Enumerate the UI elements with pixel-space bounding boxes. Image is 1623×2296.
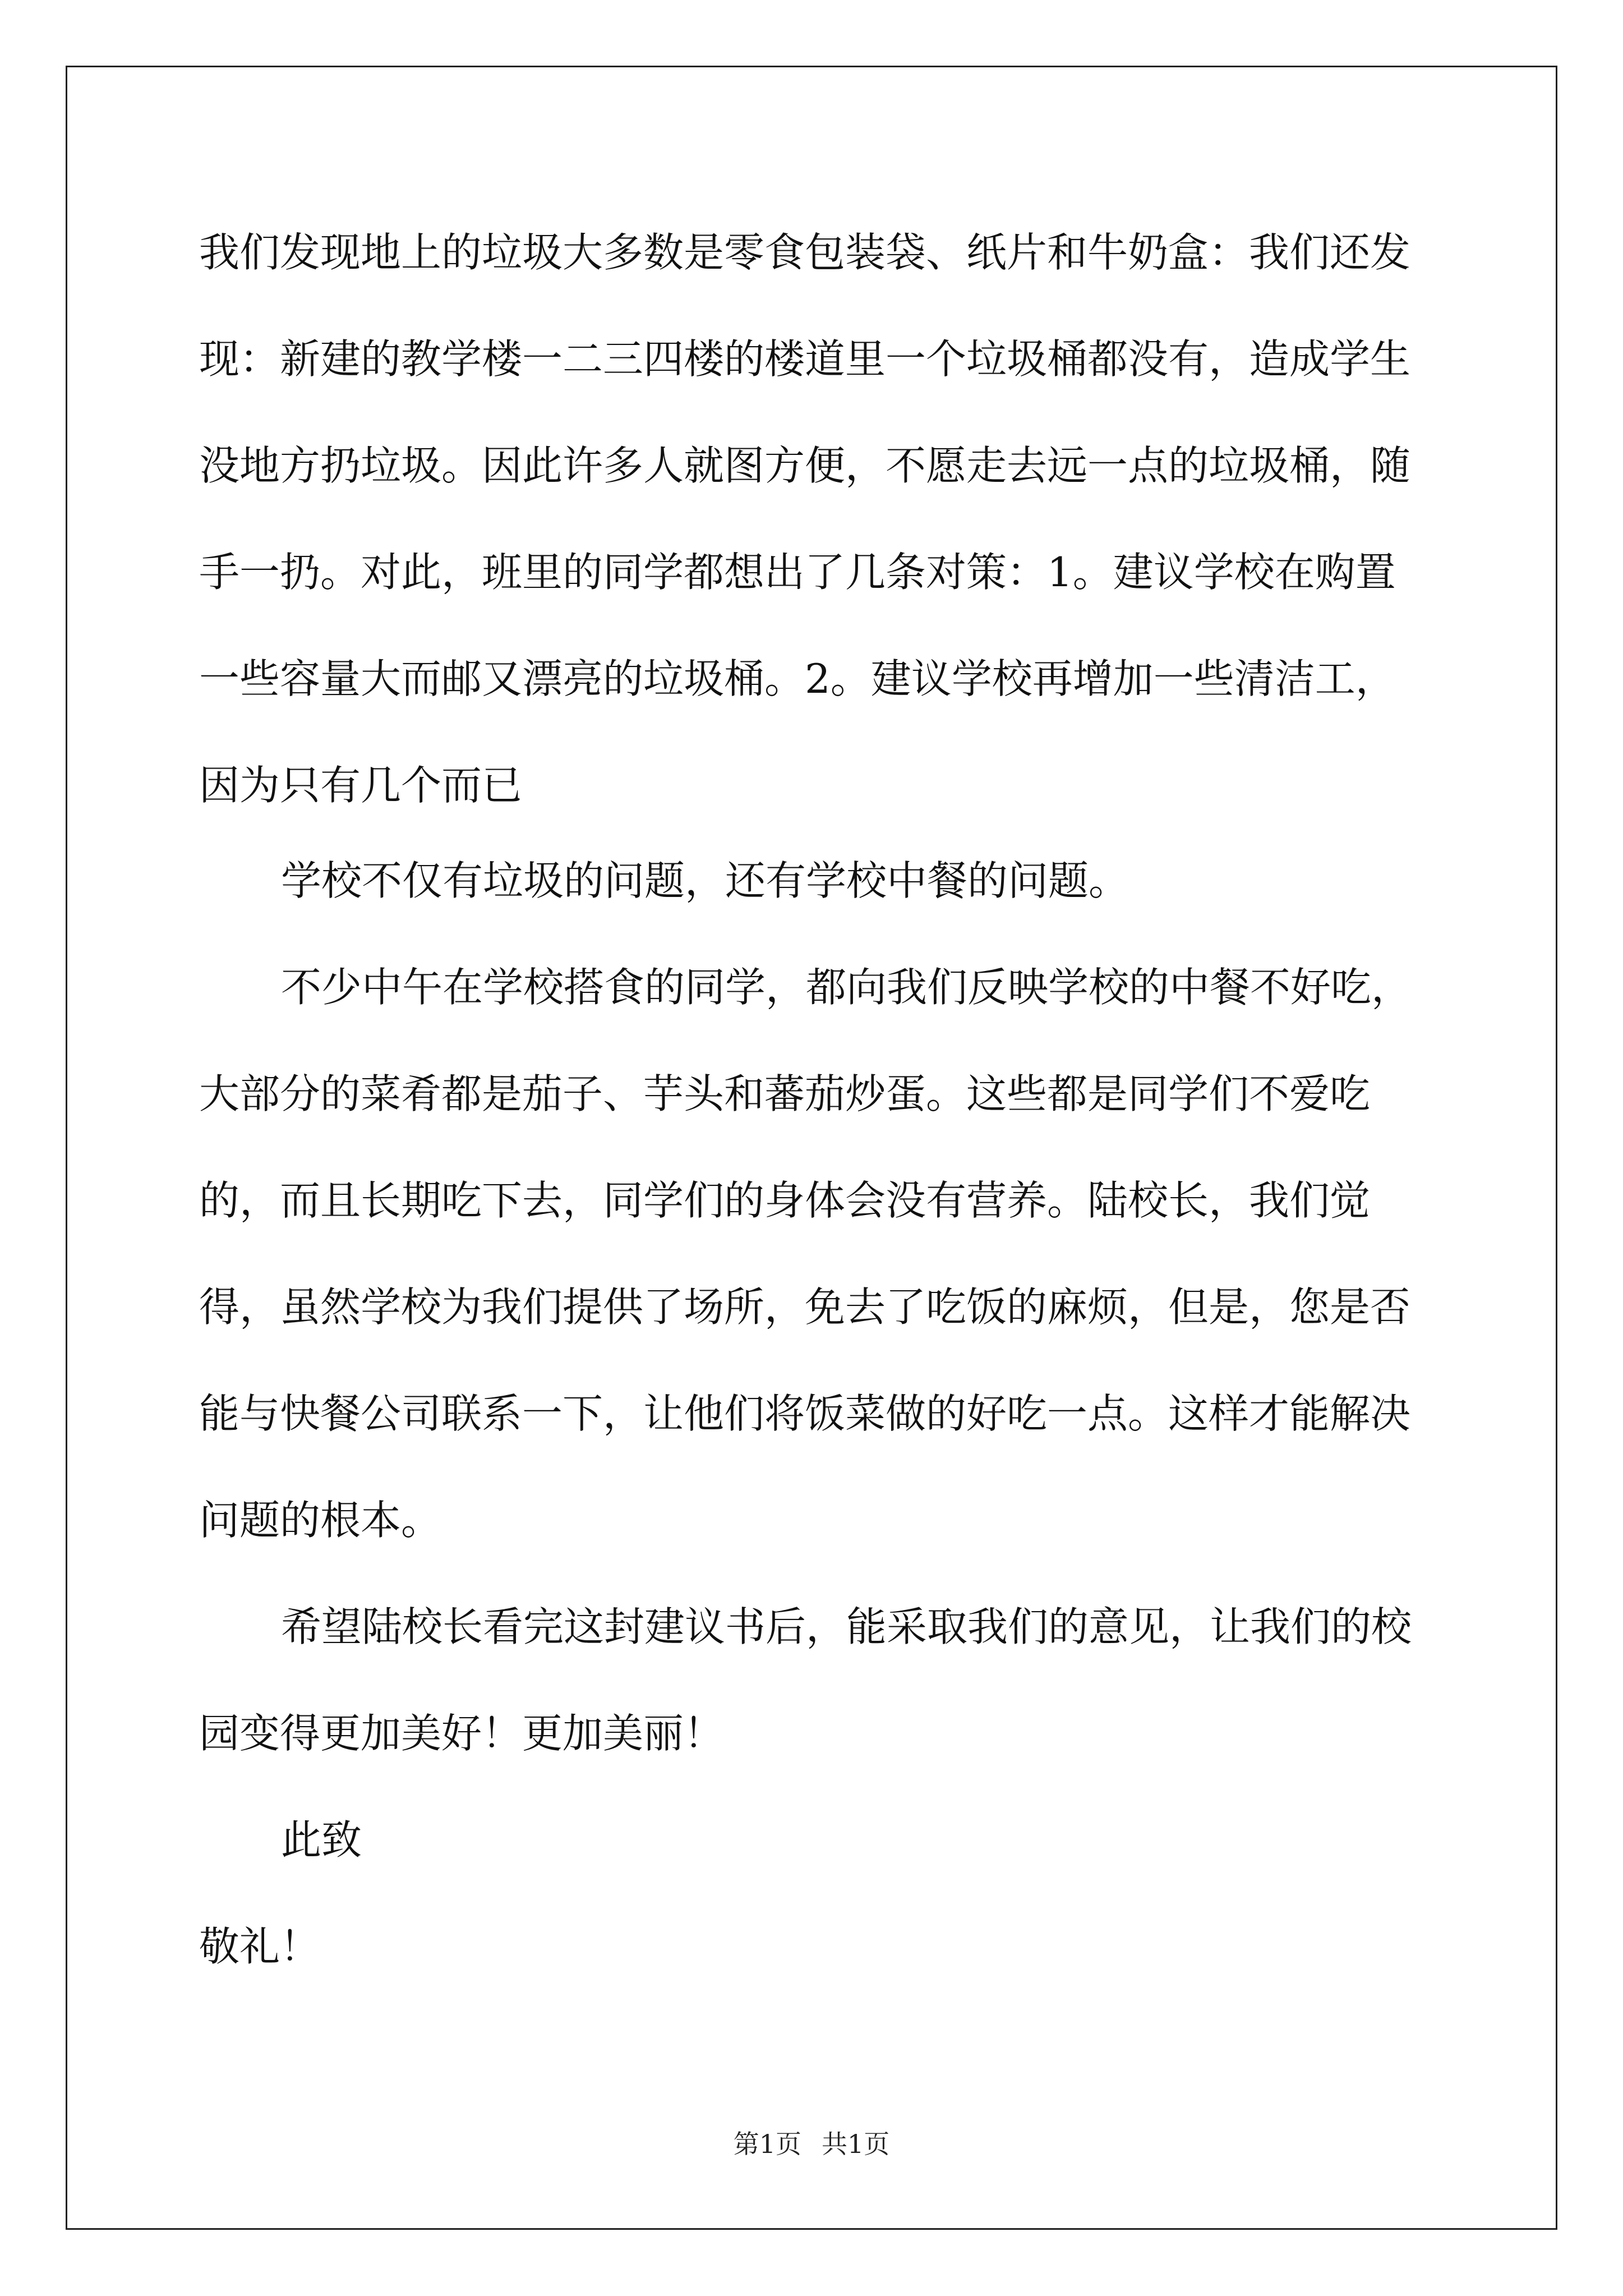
page-footer xyxy=(0,2127,1623,2161)
paragraph-lunch-intro: 学校不仅有垃圾的问题，还有学校中餐的问题。 xyxy=(281,857,1129,904)
salutation-cizhi: 此致 xyxy=(281,1816,362,1864)
paragraph-hope: 希望陆校长看完这封建议书后，能采取我们的意见，让我们的校园变得更加美好！更加美丽！ xyxy=(199,1603,1412,1757)
page-number-current: 第1页 xyxy=(733,2129,801,2159)
paragraph-lunch-detail: 不少中午在学校搭食的同学，都向我们反映学校的中餐不好吃，大部分的菜肴都是茄子、芋头和蕃茄炒蛋。这些都是同学们不爱吃的，而且长期吃下去，同学们的身体会没有营养。陆校长，我们觉得，虽然学校为我们提供了场所，免去了吃饭的麻烦，但是，您是否能与快餐公司联系一下，让他们将饭菜做的好吃一点。这样才能解决问题的根本。 xyxy=(199,964,1412,1544)
page-number-total: 共1页 xyxy=(822,2129,890,2159)
salutation-jingli: 敬礼！ xyxy=(199,1923,321,1970)
paragraph-garbage: 我们发现地上的垃圾大多数是零食包装袋、纸片和牛奶盒：我们还发现：新建的教学楼一二三四楼的楼道里一个垃圾桶都没有，造成学生没地方扔垃圾。因此许多人就图方便，不愿走去远一点的垃圾桶，随手一扔。对此，班里的同学都想出了几条对策：1。建议学校在购置一些容量大而邮又漂亮的垃圾桶。2。建议学校再增加一些清洁工，因为只有几个而已 xyxy=(199,229,1411,809)
